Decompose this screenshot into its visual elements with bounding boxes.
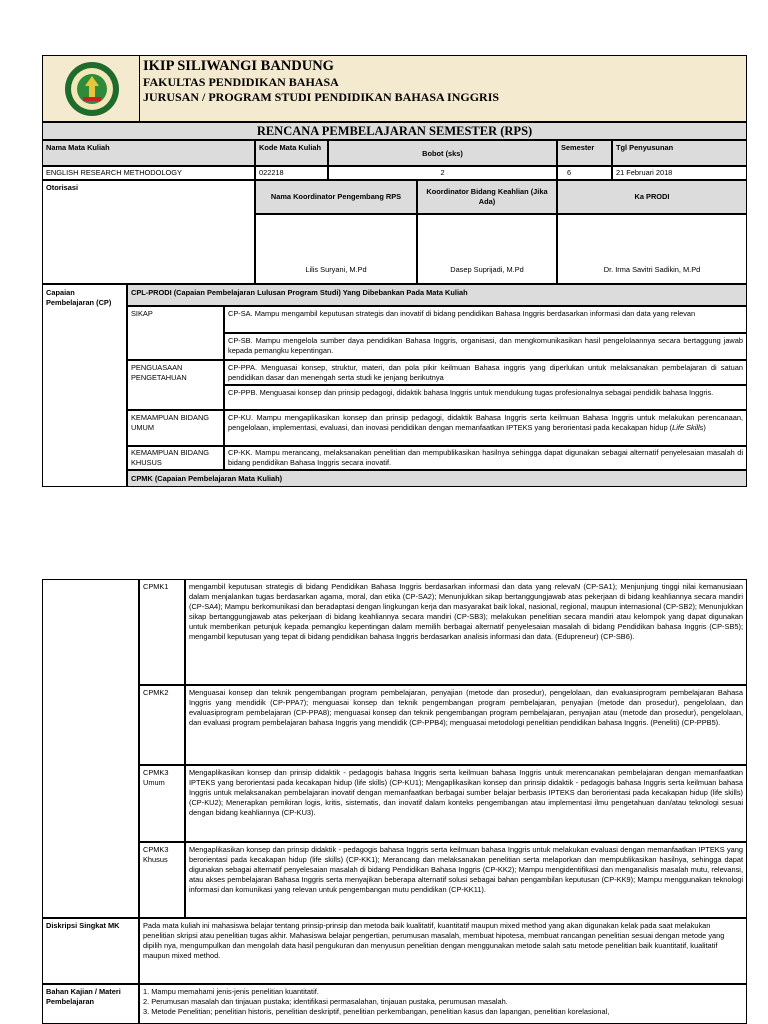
cpmk-left-column <box>42 579 139 918</box>
materials-item: 2. Perumusan masalah dan tinjauan pustaka; identifikasi permasalahan, tinjauan pustaka, perumusan masalah. <box>143 997 508 1006</box>
cp-label: Capaian Pembelajaran (CP) <box>42 284 127 487</box>
cpmk3-khusus-label: CPMK3 Khusus <box>139 842 185 918</box>
rps-page-two <box>42 579 747 1024</box>
date-value: 21 Februari 2018 <box>612 166 747 180</box>
course-code-header: Kode Mata Kuliah <box>255 140 328 166</box>
pengetahuan-label: PENGUASAAN PENGETAHUAN <box>127 360 224 410</box>
description-text: Pada mata kuliah ini mahasiswa belajar tentang prinsip-prinsip dan metoda baik kualitatif, kuantitatif maupun mixed method yang akan digunakan kelak pada saat melakukan penelitian skripsi atau penelitian tugas akhir. Mahasiswa belajar pengertian, perumusan masalah, membuat hipotesa, membuat rancangan penelitian sesuai dengan metode yang dipilih nya, mengumpulkan dan mengolah data hasil pengukuran dan menyusun penelitian dengan menggunakan metode salah satu metode penelitian baik kuantitatif, kualitatif maupun mixed method. <box>139 918 747 984</box>
umum-label: KEMAMPUAN BIDANG UMUM <box>127 410 224 446</box>
cpmk-header: CPMK (Capaian Pembelajaran Mata Kuliah) <box>127 470 747 487</box>
head-prodi-header: Ka PRODI <box>557 180 747 214</box>
khusus-text: CP-KK. Mampu merancang, melaksanakan penelitian dan mempublikasikan hasilnya sehingga dapat digunakan sebagai alternatif penyelesaian masalah di bidang pendidikan Bahasa Inggris secara inovatif. <box>224 446 747 470</box>
head-prodi-name: Dr. Irma Savitri Sadikin, M.Pd <box>557 214 747 284</box>
materials-item: 1. Mampu memahami jenis-jenis penelitian kuantitatif. <box>143 987 319 996</box>
coordinator-rps-header: Nama Koordinator Pengembang RPS <box>255 180 417 214</box>
authorization-label: Otorisasi <box>42 180 255 284</box>
credits-header: Bobot (sks) <box>328 140 557 166</box>
cpmk2-label: CPMK2 <box>139 685 185 765</box>
faculty-name: FAKULTAS PENDIDIKAN BAHASA <box>143 75 339 89</box>
institution-logo-icon <box>43 56 140 122</box>
cpmk1-text: mengambil keputusan strategis di bidang Pendidikan Bahasa Inggris berdasarkan informasi dan data yang relevaN (CP-SA1); Menjunjung tinggi nilai kemanusiaan dalam menjalankan tugas berdasarkan agama, moral, dan etika (CP-SA2); Menunjukkan sikap bertanggungjawab atas pekerjaan di bidang keahliannya secara mandiri (CP-SA4); Mampu berkomunikasi dan beradaptasi dengan lingkungan kerja dan masyarakat baik lokal, nasional, regional, maupun internasional (CP-SB2); Menunjukkan sikap bertanggungjawab atas pekerjaan di bidang keahliannya secara mandiri (CP-SB3); melakukan penelitian secara mandiri atau kelompok yang dapat digunakan untuk memberikan petunjuk kepada pemangku kepentingan dalam memilih berbagai alternatif penyelesaian masalah di bidang Pendidikan bahasa Inggris (CP-SB5); mengambil keputusan yang tepat di bidang pendidikan bahasa Inggris berdasarkan analisis informasi dan data. (Edupreneur) (CP-SB6). <box>185 579 747 685</box>
semester-value: 6 <box>557 166 612 180</box>
umum-text-italic: Life Skills <box>672 423 704 432</box>
document-title: RENCANA PEMBELAJARAN SEMESTER (RPS) <box>42 122 747 140</box>
pengetahuan-text-1: CP-PPA. Menguasai konsep, struktur, materi, dan pola pikir keilmuan Bahasa inggris yang diperlukan untuk melaksanakan pembelajaran di satuan pendidikan dasar dan menengah serta studi ke jenjang berikutnya <box>224 360 747 385</box>
coordinator-field-name: Dasep Suprijadi, M.Pd <box>417 214 557 284</box>
sikap-text-1: CP-SA. Mampu mengambil keputusan strategis dan inovatif di bidang pendidikan Bahasa Inggris berdasarkan informasi dan data yang relevan <box>224 306 747 333</box>
cpl-header: CPL-PRODI (Capaian Pembelajaran Lulusan Program Studi) Yang Dibebankan Pada Mata Kuliah <box>127 284 747 306</box>
cpmk3-khusus-text: Mengaplikasikan konsep dan prinsip didaktik - pedagogis bahasa Inggris serta keilmuan bahasa Inggris untuk melakukan evaluasi dengan memanfaatkan IPTEKS yang berorientasi pada kecakapan hidup (life skills) (CP-KK1); Merancang dan melaksanakan penelitian serta melaporkan dan mempublikasikan hasilnya, sehingga dapat digunakan sebagai alternatif penyelesaian masalah di bidang Pendidikan Bahasa Inggris (CP-KK2); Mampu mengidentifikasi dan menganalisis masalah mutu, relevansi, atau akses pembelajaran Bahasa Inggris serta menyajikan beberapa alternatif solusi sebagai bahan pengambilan keputusan (CP-KK9); Mampu menggunakan teknologi informasi dan komunikasi yang relevan untuk pengembangan mutu pendidikan (CP-KK11). <box>185 842 747 918</box>
credits-value: 2 <box>328 166 557 180</box>
date-header: Tgl Penyusunan <box>612 140 747 166</box>
coordinator-field-header: Koordinator Bidang Keahlian (Jika Ada) <box>417 180 557 214</box>
materials-list <box>139 984 747 1024</box>
umum-text <box>224 410 747 446</box>
khusus-label: KEMAMPUAN BIDANG KHUSUS <box>127 446 224 470</box>
description-label: Diskripsi Singkat MK <box>42 918 139 984</box>
pengetahuan-text-2: CP-PPB. Menguasai konsep dan prinsip pedagogi, didaktik bahasa Inggris untuk mendukung tugas profesionalnya sebagai pendidik bahasa Inggris. <box>224 385 747 410</box>
department-name: JURUSAN / PROGRAM STUDI PENDIDIKAN BAHASA INGGRIS <box>143 90 500 104</box>
logo-cell <box>42 55 140 122</box>
cpmk3-umum-text: Mengaplikasikan konsep dan prinsip didaktik - pedagogis bahasa Inggris serta keilmuan bahasa Inggris untuk merencanakan pembelajaran dengan memanfaatkan IPTEKS yang berorientasi pada kecakapan hidup (life skills) (CP-KU1); Mengaplikasikan konsep dan prinsip didaktik - pedagogis bahasa Inggris serta keilmuan bahasa Inggris untuk melaksanakan pembelajaran inovatif dengan memanfaatkan berbagai sumber belajar berbasis IPTEKS dan berorientasi pada kecakapan hidup (life skills) (CP-KU2); Menerapkan pemikiran logis, kritis, sistematis, dan inovatif dalam konteks pengembangan atau implementasi ilmu pengetahuan dan/atau teknologi sesuai dengan bidang keahliannya (CP-KU3). <box>185 765 747 842</box>
semester-header: Semester <box>557 140 612 166</box>
cpmk3-umum-label: CPMK3 Umum <box>139 765 185 842</box>
umum-text-end: ) <box>703 423 706 432</box>
coordinator-rps-name: Lilis Suryani, M.Pd <box>255 214 417 284</box>
cpmk2-text: Menguasai konsep dan teknik pengembangan program pembelajaran, penyajian (metode dan prosedur), pengelolaan, dan evaluasiprogram pembelajaran Bahasa Inggris yang mendidik (CP-PPA7); menguasai konsep dan teknik pengembangan program pembelajaran, penyajian (metode dan prosedur), pengelolaan, dan evaluasiprogram pembelajaran (CP-PPA8); menguasai konsep dan teknik pengembangan program pembelajaran, penyajian atau (metode dan prosedur), pengelolaan, dan evaluasi program pembelajaran bahasa Inggris yang mendidik (CP-PPB4); menguasai metodologi penelitian pendidikan bahasa Inggris. (Peneliti) (CP-PPB5). <box>185 685 747 765</box>
course-name-value: ENGLISH RESEARCH METHODOLOGY <box>42 166 255 180</box>
rps-page-one <box>42 55 747 487</box>
institution-name: IKIP SILIWANGI BANDUNG <box>143 58 334 74</box>
umum-text-main: CP-KU. Mampu mengaplikasikan konsep dan prinsip pedagogi, didaktik Bahasa Inggris serta keilmuan Bahasa Inggris untuk melakukan perencanaan, pengelolaan, implementasi, evaluasi, dan inovasi pendidikan dengan memanfaatkan IPTEKS yang berorientasi pada kecakapan hidup ( <box>228 413 743 432</box>
sikap-label: SIKAP <box>127 306 224 360</box>
sikap-text-2: CP-SB. Mampu mengelola sumber daya pendidikan Bahasa Inggris, organisasi, dan mengkomunikasikan hasil pengelolaannya secara bertaggung jawab kepada pemangku kepentingan. <box>224 333 747 360</box>
materials-item: 3. Metode Penelitian; penelitian historis, penelitian deskriptif, penelitian perkembangan, penelitian kasus dan lapangan, penelitian korelasional, <box>143 1007 610 1016</box>
materials-label: Bahan Kajian / Materi Pembelajaran <box>42 984 139 1024</box>
course-name-header: Nama Mata Kuliah <box>42 140 255 166</box>
cpmk1-label: CPMK1 <box>139 579 185 685</box>
course-code-value: 022218 <box>255 166 328 180</box>
